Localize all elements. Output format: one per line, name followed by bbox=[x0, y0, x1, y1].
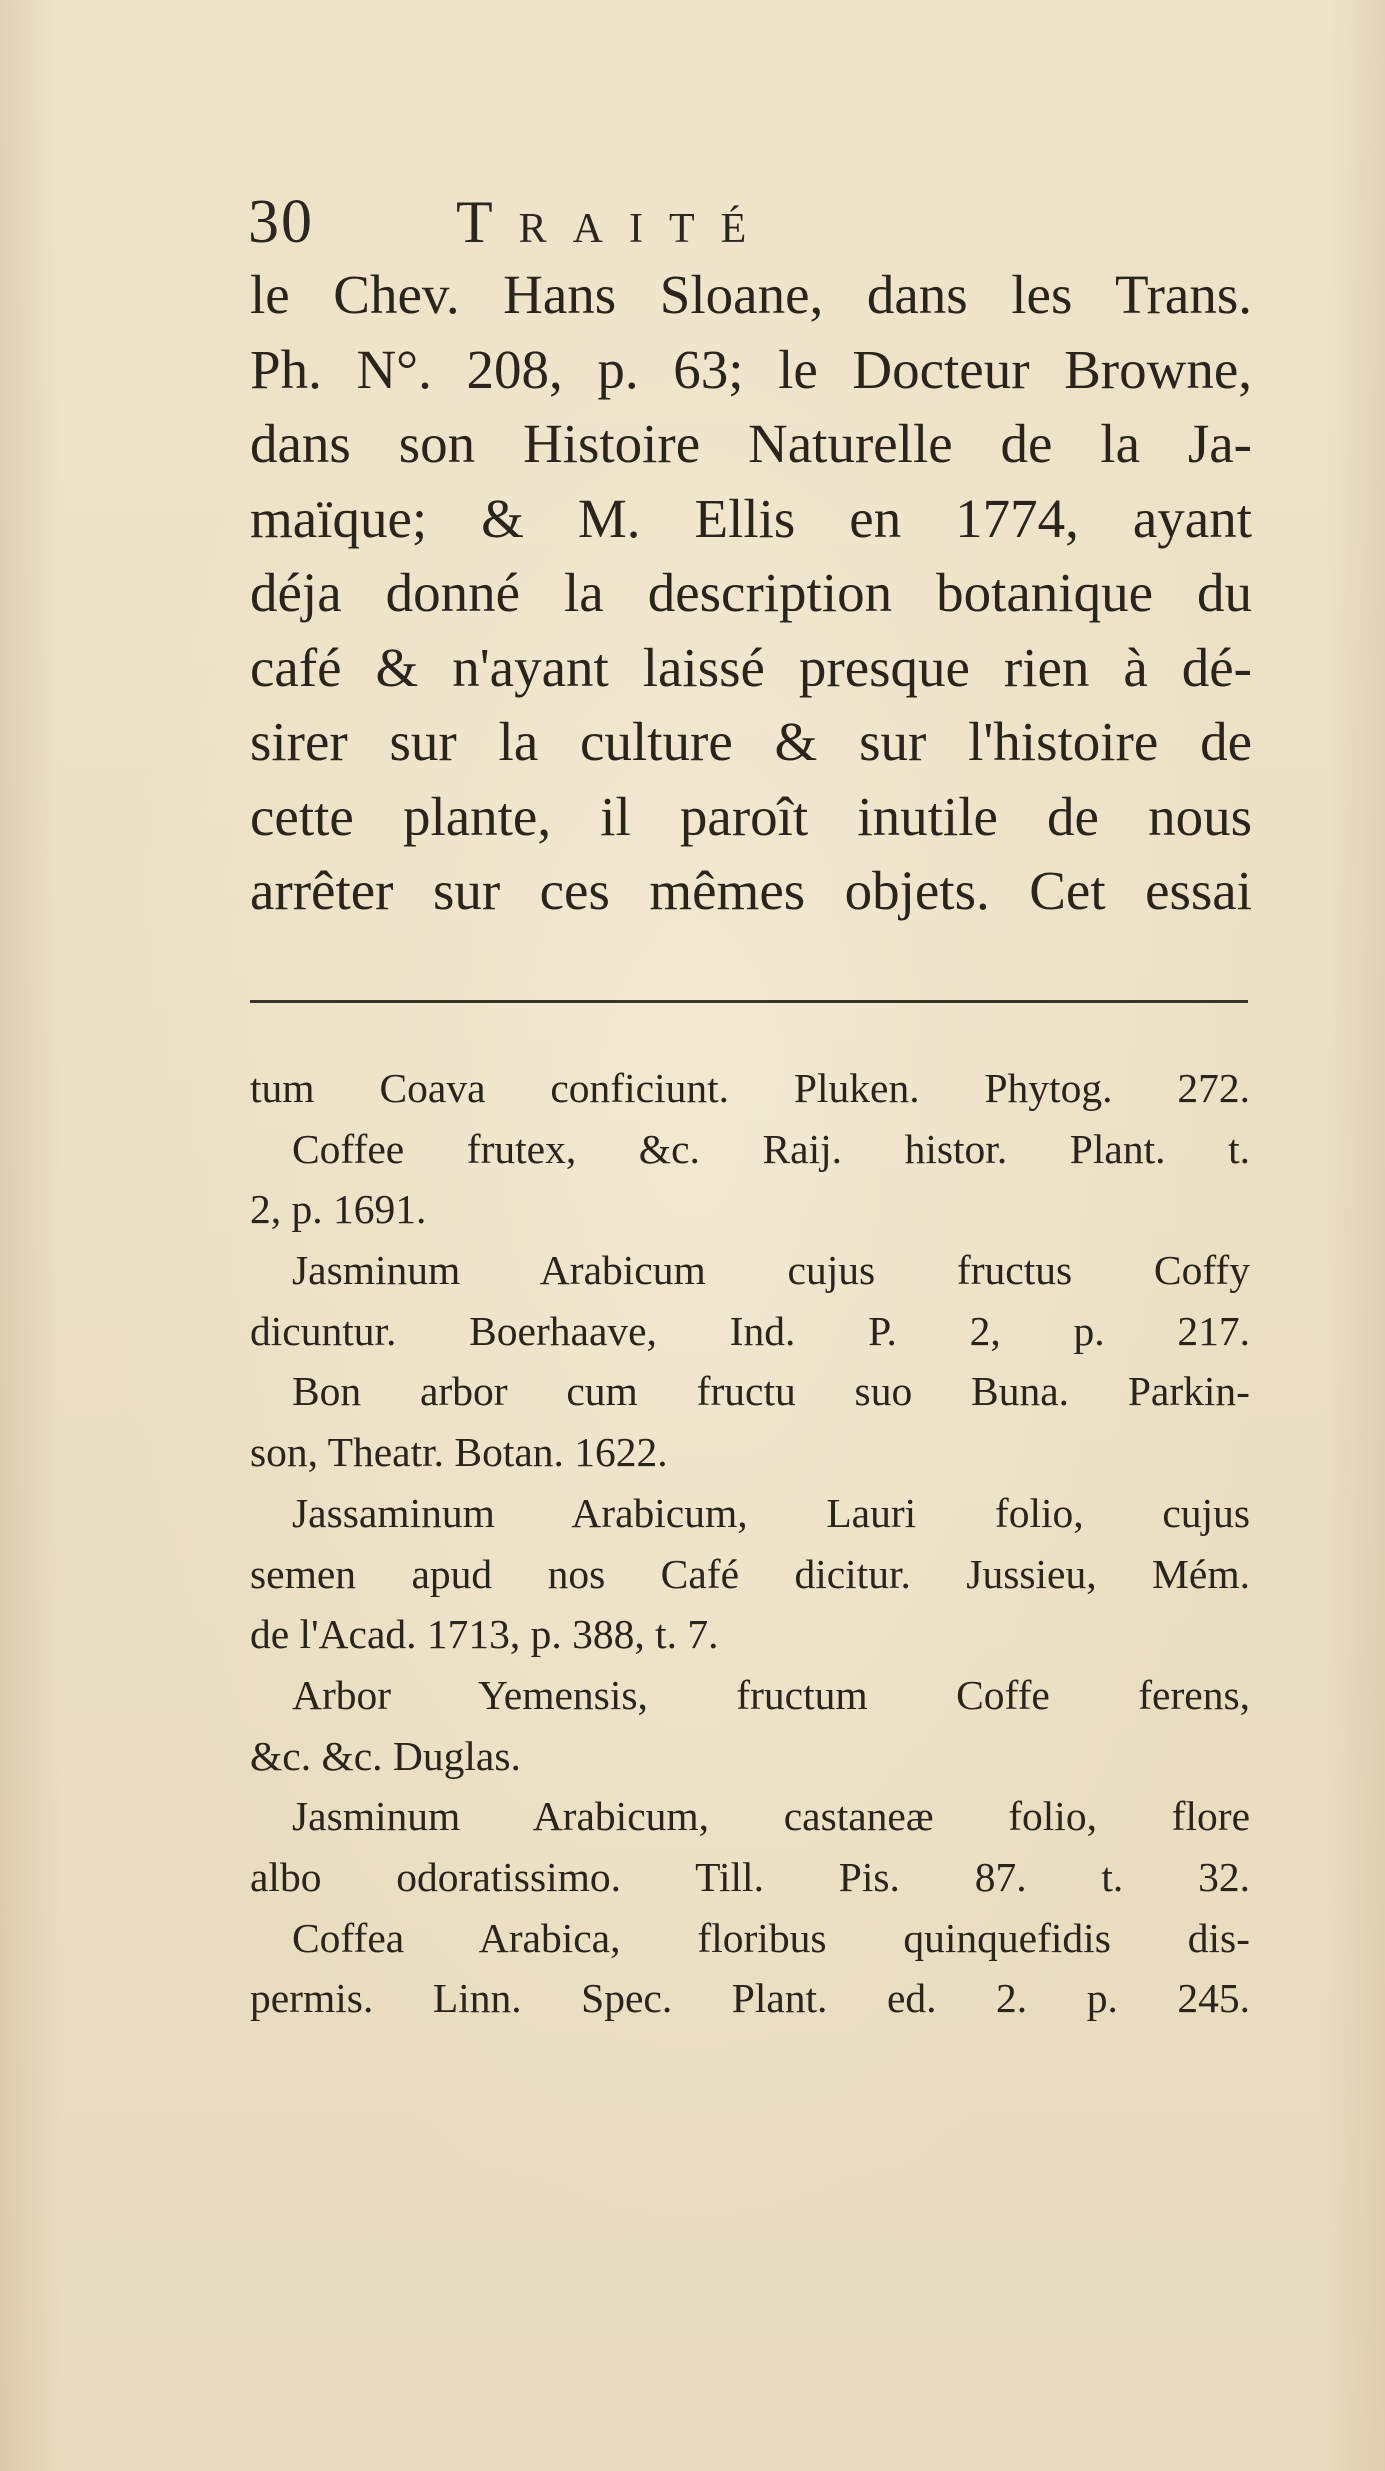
footnote-line: Arbor Yemensis, fructum Coffe ferens, bbox=[292, 1671, 1250, 1718]
footnote-line: &c. &c. Duglas. bbox=[250, 1732, 521, 1779]
footnote-line: Jasminum Arabicum, castaneæ folio, flore bbox=[292, 1793, 1250, 1840]
body-line: Ph. N°. 208, p. 63; le Docteur Browne, bbox=[250, 338, 1252, 400]
footnote-line: tum Coava conficiunt. Pluken. Phytog. 272. bbox=[250, 1065, 1250, 1111]
footnote-line: 2, p. 1691. bbox=[250, 1186, 427, 1233]
page-left-shadow bbox=[0, 0, 60, 2471]
footnote-line: son, Theatr. Botan. 1622. bbox=[250, 1429, 668, 1476]
body-line: maïque; & M. Ellis en 1774, ayant bbox=[250, 487, 1252, 549]
body-line: le Chev. Hans Sloane, dans les Trans. bbox=[250, 264, 1252, 325]
body-line: déja donné la description botanique du bbox=[250, 562, 1252, 623]
page-right-shadow bbox=[1325, 0, 1385, 2471]
footnote-line: dicuntur. Boerhaave, Ind. P. 2, p. 217. bbox=[250, 1307, 1250, 1354]
footnote-line: Coffee frutex, &c. Raij. histor. Plant. t. bbox=[292, 1125, 1250, 1172]
footnote-line: Jassaminum Arabicum, Lauri folio, cujus bbox=[292, 1489, 1250, 1536]
footnote-line: de l'Acad. 1713, p. 388, t. 7. bbox=[250, 1611, 719, 1658]
running-head: Traité bbox=[456, 189, 773, 255]
footnote-separator-rule bbox=[250, 1000, 1248, 1003]
body-line: arrêter sur ces mêmes objets. Cet essai bbox=[250, 860, 1252, 921]
footnote-line: Coffea Arabica, floribus quinquefidis dis- bbox=[292, 1914, 1250, 1961]
body-line: dans son Histoire Naturelle de la Ja- bbox=[250, 413, 1252, 474]
footnote-line: Jasminum Arabicum cujus fructus Coffy bbox=[292, 1247, 1250, 1294]
footnote-line: albo odoratissimo. Till. Pis. 87. t. 32. bbox=[250, 1853, 1250, 1900]
main-text-block bbox=[250, 258, 1252, 929]
body-line: café & n'ayant laissé presque rien à dé- bbox=[250, 636, 1252, 698]
footnote-line: Bon arbor cum fructu suo Buna. Parkin- bbox=[292, 1368, 1250, 1415]
page-number: 30 bbox=[248, 188, 314, 256]
footnote-line: semen apud nos Café dicitur. Jussieu, Mém. bbox=[250, 1550, 1250, 1597]
page-header bbox=[248, 182, 1248, 262]
body-line: sirer sur la culture & sur l'histoire de bbox=[250, 711, 1252, 772]
footnote-line: permis. Linn. Spec. Plant. ed. 2. p. 245. bbox=[250, 1975, 1250, 2022]
body-line: cette plante, il paroît inutile de nous bbox=[250, 785, 1252, 847]
footnotes-block bbox=[250, 1058, 1250, 2029]
